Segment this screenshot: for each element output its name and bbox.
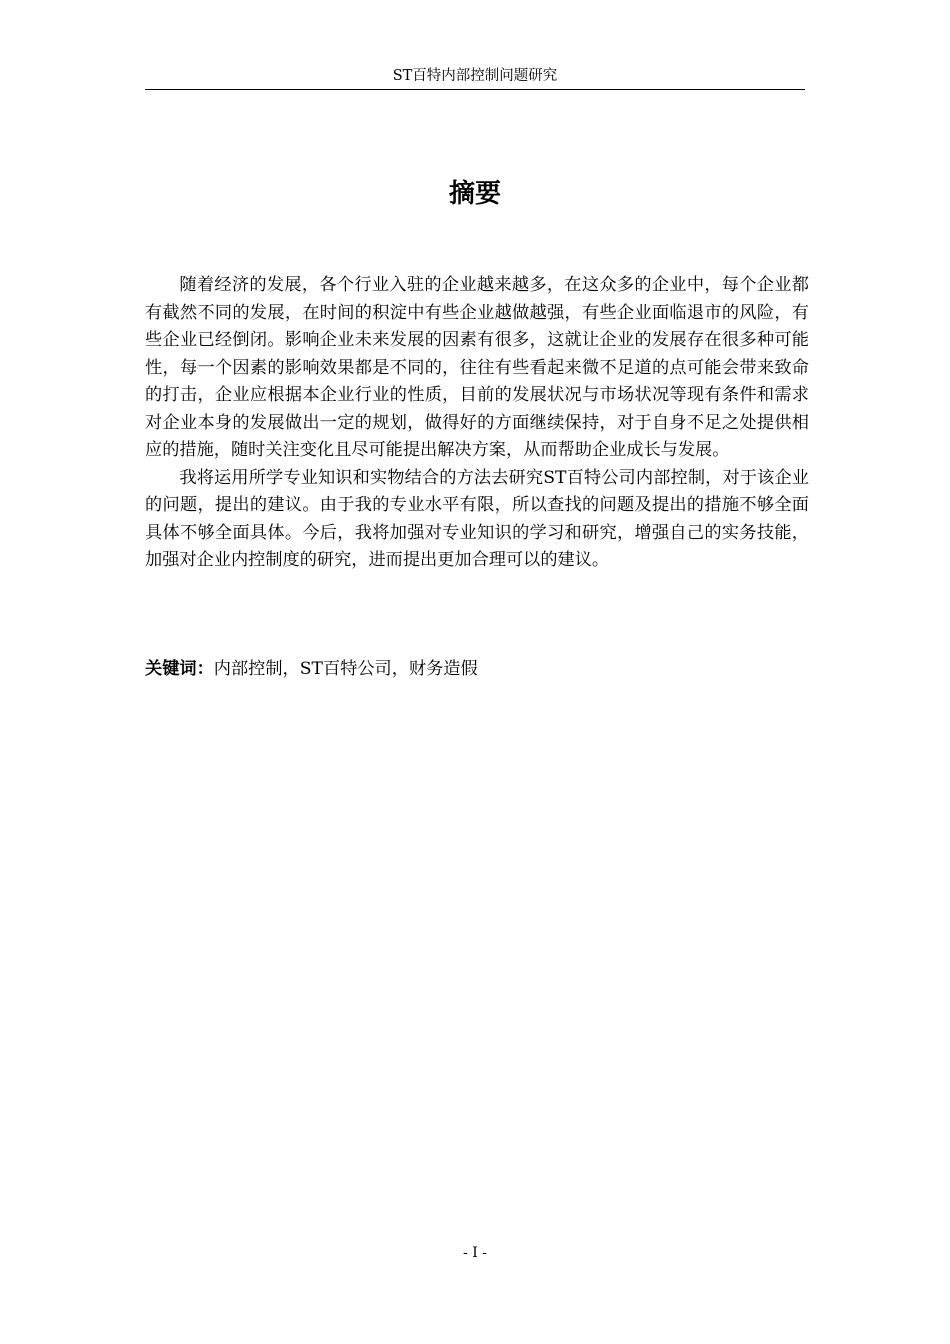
abstract-title: 摘要 — [448, 179, 501, 209]
keywords-label: 关键词： — [145, 659, 214, 679]
page-number: - I - — [463, 1245, 487, 1261]
abstract-body — [145, 272, 809, 575]
running-header: ST百特内部控制问题研究 — [392, 68, 558, 84]
header-rule — [145, 89, 805, 90]
abstract-paragraph-1: 随着经济的发展，各个行业入驻的企业越来越多，在这众多的企业中，每个企业都有截然不同的发展，在时间的积淀中有些企业越做越强，有些企业面临退市的风险，有些企业已经倒闭。影响企业未来发展的因素有很多，这就让企业的发展存在很多种可能性，每一个因素的影响效果都是不同的，往往有些看起来微不足道的点可能会带来致命的打击，企业应根据本企业行业的性质，目前的发展状况与市场状况等现有条件和需求对企业本身的发展做出一定的规划，做得好的方面继续保持，对于自身不足之处提供相应的措施，随时关注变化且尽可能提出解决方案，从而帮助企业成长与发展。 — [145, 275, 809, 460]
keywords-line — [145, 656, 805, 684]
abstract-paragraph-2: 我将运用所学专业知识和实物结合的方法去研究ST百特公司内部控制，对于该企业的问题，提出的建议。由于我的专业水平有限，所以查找的问题及提出的措施不够全面具体不够全面具体。今后，我将加强对专业知识的学习和研究，增强自己的实务技能，加强对企业内控制度的研究，进而提出更加合理可以的建议。 — [145, 467, 809, 570]
keywords-value: 内部控制，ST百特公司，财务造假 — [213, 659, 478, 679]
